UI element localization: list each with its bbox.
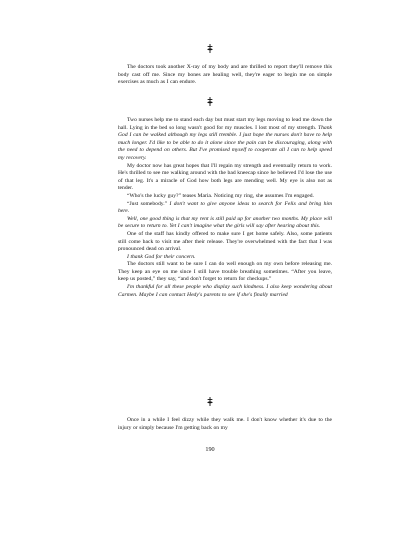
paragraph-italic-text: Thank God I can be walked although my legs still tremble. I just hope the nurses don't have to help much longer. I'd like to be able to do it alone since the pain can be discouraging, along with the need to depend on others. But I've promised myself to cooperate all I can to help speed my recovery. xyxy=(118,124,332,161)
section-divider xyxy=(0,397,420,407)
dove-cross-ornament-icon xyxy=(206,397,214,406)
paragraph xyxy=(118,117,332,163)
paragraph xyxy=(118,201,332,216)
dove-cross-ornament-icon xyxy=(206,97,214,106)
paragraph-text: “Just somebody.” xyxy=(127,200,170,207)
paragraph-italic-text: I don't want to give anyone ideas to search for Felix and bring him here. xyxy=(118,200,332,215)
section-divider xyxy=(0,44,420,54)
paragraph-text: Two nurses help me to stand each day but must start my legs moving to lead me down the hall. Lying in the bed so long wasn't good for my muscles. I lost most of my strength. xyxy=(118,117,332,131)
paragraph: I thank God for their concern. xyxy=(127,253,196,260)
page-number: 190 xyxy=(205,446,215,453)
dove-cross-ornament-icon xyxy=(206,44,214,53)
paragraph: Once in a while I feel dizzy while they walk me. I don't know whether it's due to the injury or simply because I'm getting back on my xyxy=(118,417,332,431)
text-block-2 xyxy=(118,117,332,299)
text-block-1 xyxy=(118,64,332,87)
paragraph: Well, one good thing is that my rent is still paid up for another two months. My place will be secure to return to. Yet I can't imagine what the girls will say after hearing about this. xyxy=(118,215,332,230)
paragraph: One of the staff has kindly offered to make sure I get home safely. Also, some patients still come back to visit me after their release. They're overwhelmed with the fact that I was pronounced dead on arrival. xyxy=(118,230,332,253)
paragraph: I'm thankful for all these people who display such kindness. I also keep wondering about Carmen. Maybe I can contact Hedy's parents to see if she's finally married xyxy=(118,284,332,298)
section-divider xyxy=(0,97,420,107)
text-block-3 xyxy=(118,417,332,432)
paragraph: The doctors still want to be sure I can do well enough on my own before releasing me. They keep an eye on me since I still have trouble breathing sometimes. “After you leave, keep us posted,” they say, “and don't forget to return for checkups.” xyxy=(118,261,332,283)
paragraph: My doctor now has great hopes that I'll regain my strength and eventually return to work. He's thrilled to see me walking around with the bad kneecap since he believed I'd lose the use of that leg. It's a miracle of God how both legs are mending well. My eye is also not as tender. xyxy=(118,162,332,192)
paragraph: The doctors took another X-ray of my body and are thrilled to report they'll remove this body cast off me. Since my bones are healing well, they're eager to begin me on simple exercises as much as I can endure. xyxy=(118,64,332,86)
paragraph: “Who's the lucky guy?” teases Maria. Noticing my ring, she assumes I'm engaged. xyxy=(127,192,314,199)
